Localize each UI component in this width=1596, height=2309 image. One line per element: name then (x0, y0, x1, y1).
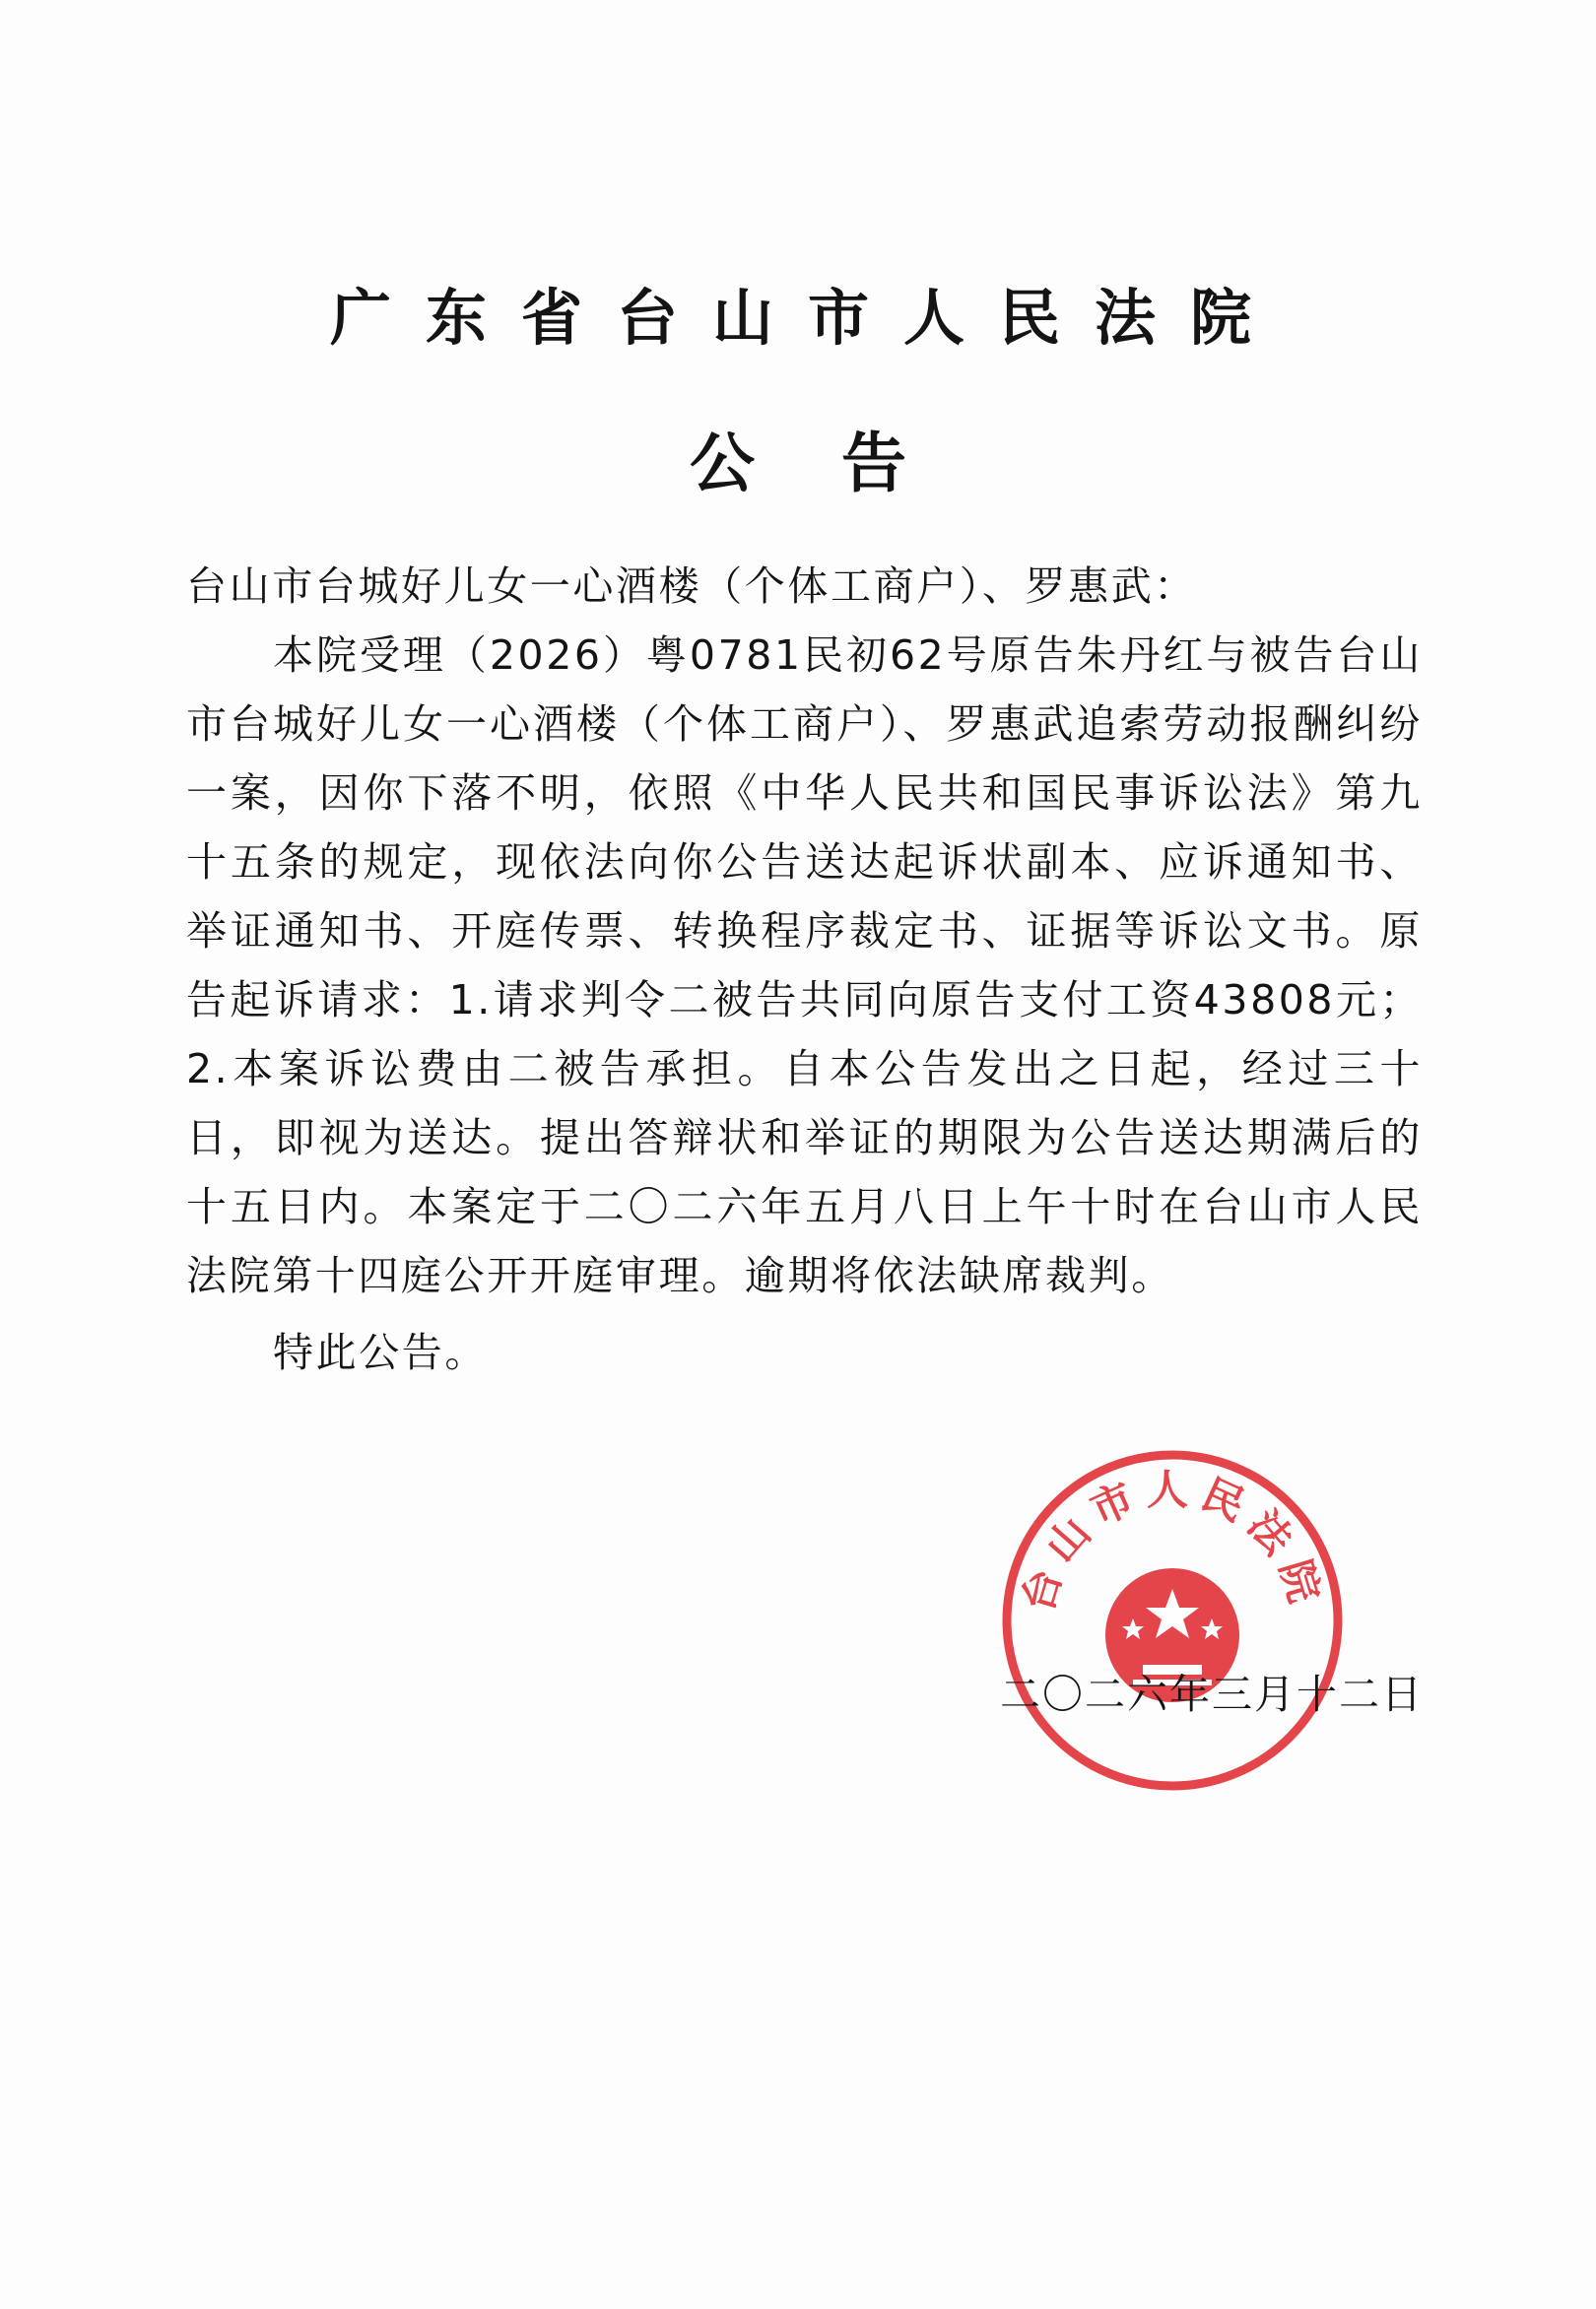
closing-line: 特此公告。 (273, 1329, 488, 1376)
notice-date: 二〇二六年三月十二日 (1000, 1671, 1424, 1718)
notice-body (186, 552, 1423, 1387)
court-seal-stamp (995, 1443, 1350, 1798)
seal-text: 台山市人民法院 (1013, 1466, 1332, 1617)
body-paragraph: 本院受理（2026）粤0781民初62号原告朱丹红与被告台山市台城好儿女一心酒楼（个体工商户）、罗惠武追索劳动报酬纠纷一案，因你下落不明，依照《中华人民共和国民事诉讼法》第九十五条的规定，现依法向你公告送达起诉状副本、应诉通知书、举证通知书、开庭传票、转换程序裁定书、证据等诉讼文书。原告起诉请求：1.请求判令二被告共同向原告支付工资43808元；2.本案诉讼费由二被告承担。自本公告发出之日起，经过三十日，即视为送达。提出答辩状和举证的期限为公告送达期满后的十五日内。本案定于二〇二六年五月八日上午十时在台山市人民法院第十四庭公开开庭审理。逾期将依法缺席裁判。 (186, 631, 1423, 1299)
addressee-line: 台山市台城好儿女一心酒楼（个体工商户）、罗惠武： (186, 562, 1197, 610)
court-name-heading: 广东省台山市人民法院 (329, 282, 1286, 354)
notice-title: 公告 (690, 425, 993, 501)
